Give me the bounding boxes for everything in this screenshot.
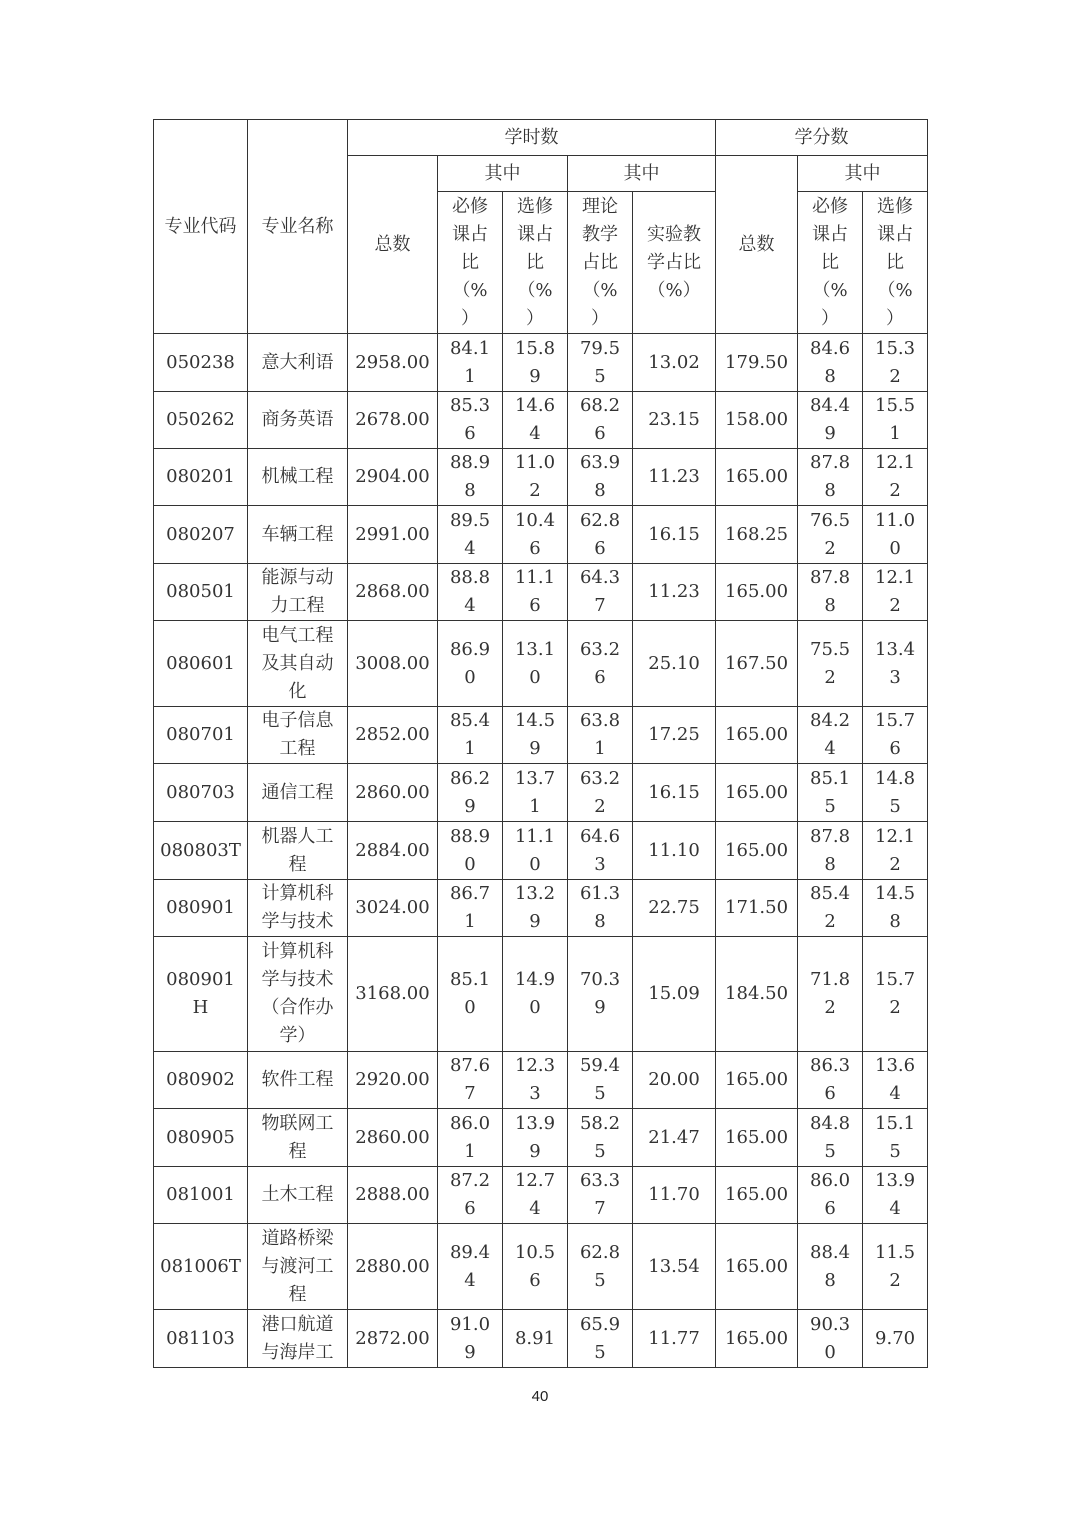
cell-h-theory: 63.37 [568,1167,633,1224]
cell-h-exp: 11.70 [633,1167,716,1224]
header-hours-total: 总数 [348,156,438,334]
cell-h-elec: 15.89 [503,334,568,392]
cell-h-elec: 11.16 [503,564,568,621]
cell-name: 电子信息工程 [248,707,348,764]
cell-h-elec: 14.90 [503,937,568,1052]
table-row [154,564,928,621]
cell-h-exp: 13.54 [633,1224,716,1310]
cell-c-req: 84.85 [798,1109,863,1167]
cell-c-elec: 14.58 [863,880,928,937]
table-row [154,621,928,707]
cell-h-req: 87.26 [438,1167,503,1224]
cell-h-exp: 13.02 [633,334,716,392]
header-credits-group: 学分数 [716,120,928,156]
cell-h-elec: 13.10 [503,621,568,707]
cell-name: 计算机科学与技术（合作办学） [248,937,348,1052]
header-credits-required: 必修课占比 （% ） [798,192,863,334]
cell-h-req: 88.98 [438,449,503,506]
cell-c-req: 71.82 [798,937,863,1052]
cell-h-exp: 21.47 [633,1109,716,1167]
cell-name: 电气工程及其自动化 [248,621,348,707]
cell-name: 能源与动力工程 [248,564,348,621]
page-number: 40 [531,1388,549,1405]
table-row [154,1109,928,1167]
cell-h-elec: 14.59 [503,707,568,764]
cell-h-req: 85.36 [438,392,503,449]
header-credits-elective: 选修课占比 （% ） [863,192,928,334]
cell-c-req: 85.42 [798,880,863,937]
cell-h-elec: 10.56 [503,1224,568,1310]
cell-c-elec: 11.00 [863,506,928,564]
cell-code: 080901 [154,880,248,937]
header-credits-total: 总数 [716,156,798,334]
cell-h-elec: 12.33 [503,1052,568,1109]
cell-h-total: 2868.00 [348,564,438,621]
cell-c-req: 87.88 [798,449,863,506]
cell-code: 081001 [154,1167,248,1224]
cell-name: 车辆工程 [248,506,348,564]
cell-h-elec: 10.46 [503,506,568,564]
table-row [154,764,928,822]
cell-h-theory: 59.45 [568,1052,633,1109]
cell-c-req: 90.30 [798,1310,863,1368]
header-hours-of-which-1: 其中 [438,156,568,192]
cell-name: 计算机科学与技术 [248,880,348,937]
cell-c-elec: 11.52 [863,1224,928,1310]
cell-h-req: 86.01 [438,1109,503,1167]
cell-code: 080201 [154,449,248,506]
cell-h-exp: 11.10 [633,822,716,880]
cell-c-elec: 12.12 [863,449,928,506]
cell-code: 080703 [154,764,248,822]
cell-name: 机械工程 [248,449,348,506]
cell-c-req: 86.36 [798,1052,863,1109]
cell-h-theory: 63.81 [568,707,633,764]
cell-c-req: 86.06 [798,1167,863,1224]
cell-c-elec: 15.51 [863,392,928,449]
cell-name: 意大利语 [248,334,348,392]
cell-h-total: 2904.00 [348,449,438,506]
cell-name: 物联网工程 [248,1109,348,1167]
cell-h-req: 89.44 [438,1224,503,1310]
cell-h-req: 85.41 [438,707,503,764]
cell-h-exp: 23.15 [633,392,716,449]
cell-c-total: 184.50 [716,937,798,1052]
table-row [154,334,928,392]
cell-h-total: 3168.00 [348,937,438,1052]
table-row [154,392,928,449]
cell-c-elec: 15.15 [863,1109,928,1167]
cell-h-total: 2958.00 [348,334,438,392]
cell-h-exp: 11.23 [633,449,716,506]
table-row [154,1167,928,1224]
cell-c-total: 165.00 [716,564,798,621]
cell-c-elec: 13.94 [863,1167,928,1224]
cell-h-total: 2852.00 [348,707,438,764]
cell-h-theory: 64.63 [568,822,633,880]
cell-h-req: 84.11 [438,334,503,392]
table-row [154,822,928,880]
cell-code: 080501 [154,564,248,621]
cell-h-req: 89.54 [438,506,503,564]
cell-h-total: 2860.00 [348,764,438,822]
cell-code: 080207 [154,506,248,564]
cell-code: 081006T [154,1224,248,1310]
cell-h-exp: 16.15 [633,506,716,564]
cell-c-elec: 15.32 [863,334,928,392]
cell-h-total: 2991.00 [348,506,438,564]
cell-h-exp: 22.75 [633,880,716,937]
table-row [154,1052,928,1109]
header-hours-required: 必修课占比 （% ） [438,192,503,334]
cell-name: 机器人工程 [248,822,348,880]
header-hours-group: 学时数 [348,120,716,156]
cell-c-req: 84.24 [798,707,863,764]
cell-h-theory: 79.55 [568,334,633,392]
cell-c-total: 165.00 [716,1109,798,1167]
cell-h-theory: 63.22 [568,764,633,822]
cell-name: 土木工程 [248,1167,348,1224]
cell-c-elec: 15.72 [863,937,928,1052]
table-row [154,707,928,764]
cell-h-theory: 64.37 [568,564,633,621]
cell-h-req: 91.09 [438,1310,503,1368]
cell-c-total: 167.50 [716,621,798,707]
table-row [154,506,928,564]
cell-h-total: 3024.00 [348,880,438,937]
cell-h-total: 3008.00 [348,621,438,707]
header-hours-experiment: 实验教学占比 （%） [633,192,716,334]
cell-h-exp: 11.23 [633,564,716,621]
cell-h-theory: 58.25 [568,1109,633,1167]
cell-h-req: 88.84 [438,564,503,621]
cell-code: 080901H [154,937,248,1052]
table-row [154,449,928,506]
cell-name: 商务英语 [248,392,348,449]
cell-h-req: 86.90 [438,621,503,707]
table-row [154,937,928,1052]
cell-name: 道路桥梁与渡河工程 [248,1224,348,1310]
cell-code: 080905 [154,1109,248,1167]
cell-c-total: 171.50 [716,880,798,937]
cell-h-elec: 11.02 [503,449,568,506]
table-row [154,1310,928,1368]
cell-c-total: 165.00 [716,822,798,880]
header-code: 专业代码 [154,120,248,334]
cell-h-theory: 63.98 [568,449,633,506]
cell-c-req: 76.52 [798,506,863,564]
cell-c-req: 84.49 [798,392,863,449]
cell-c-total: 165.00 [716,1052,798,1109]
cell-h-total: 2678.00 [348,392,438,449]
cell-c-req: 84.68 [798,334,863,392]
cell-c-elec: 12.12 [863,564,928,621]
cell-code: 080601 [154,621,248,707]
cell-c-elec: 13.43 [863,621,928,707]
cell-c-elec: 13.64 [863,1052,928,1109]
cell-c-total: 165.00 [716,1310,798,1368]
cell-c-total: 165.00 [716,449,798,506]
cell-h-theory: 65.95 [568,1310,633,1368]
cell-h-theory: 62.86 [568,506,633,564]
cell-h-req: 88.90 [438,822,503,880]
cell-h-theory: 63.26 [568,621,633,707]
cell-h-exp: 17.25 [633,707,716,764]
cell-h-req: 86.71 [438,880,503,937]
cell-h-elec: 13.29 [503,880,568,937]
cell-name: 通信工程 [248,764,348,822]
cell-h-elec: 8.91 [503,1310,568,1368]
cell-h-exp: 11.77 [633,1310,716,1368]
cell-h-req: 85.10 [438,937,503,1052]
cell-c-elec: 12.12 [863,822,928,880]
cell-h-elec: 13.71 [503,764,568,822]
table-header [154,120,928,334]
cell-c-total: 165.00 [716,707,798,764]
cell-code: 080803T [154,822,248,880]
cell-h-elec: 12.74 [503,1167,568,1224]
cell-code: 080902 [154,1052,248,1109]
cell-c-elec: 14.85 [863,764,928,822]
cell-c-elec: 9.70 [863,1310,928,1368]
cell-code: 050262 [154,392,248,449]
header-name: 专业名称 [248,120,348,334]
cell-h-total: 2860.00 [348,1109,438,1167]
header-hours-of-which-2: 其中 [568,156,716,192]
cell-c-total: 158.00 [716,392,798,449]
cell-c-req: 85.15 [798,764,863,822]
cell-h-req: 86.29 [438,764,503,822]
cell-h-theory: 62.85 [568,1224,633,1310]
cell-h-exp: 16.15 [633,764,716,822]
cell-h-elec: 13.99 [503,1109,568,1167]
header-hours-theory: 理论教学占比 （% ） [568,192,633,334]
cell-h-elec: 11.10 [503,822,568,880]
cell-h-theory: 68.26 [568,392,633,449]
cell-c-total: 179.50 [716,334,798,392]
table-body [154,334,928,1368]
cell-h-exp: 15.09 [633,937,716,1052]
cell-h-theory: 61.38 [568,880,633,937]
cell-c-total: 168.25 [716,506,798,564]
cell-h-total: 2920.00 [348,1052,438,1109]
table-row [154,880,928,937]
cell-h-elec: 14.64 [503,392,568,449]
cell-name: 软件工程 [248,1052,348,1109]
table-row [154,1224,928,1310]
cell-h-total: 2880.00 [348,1224,438,1310]
cell-code: 050238 [154,334,248,392]
header-hours-elective: 选修课占比 （% ） [503,192,568,334]
cell-h-total: 2872.00 [348,1310,438,1368]
cell-c-req: 88.48 [798,1224,863,1310]
cell-code: 081103 [154,1310,248,1368]
header-credits-of-which: 其中 [798,156,928,192]
cell-c-elec: 15.76 [863,707,928,764]
cell-h-total: 2888.00 [348,1167,438,1224]
cell-h-req: 87.67 [438,1052,503,1109]
cell-c-req: 87.88 [798,822,863,880]
cell-c-total: 165.00 [716,1167,798,1224]
curriculum-table [153,119,928,1368]
cell-code: 080701 [154,707,248,764]
cell-c-total: 165.00 [716,764,798,822]
cell-c-req: 87.88 [798,564,863,621]
cell-c-total: 165.00 [716,1224,798,1310]
cell-h-total: 2884.00 [348,822,438,880]
cell-h-exp: 20.00 [633,1052,716,1109]
cell-h-theory: 70.39 [568,937,633,1052]
cell-name: 港口航道与海岸工 [248,1310,348,1368]
cell-c-req: 75.52 [798,621,863,707]
cell-h-exp: 25.10 [633,621,716,707]
